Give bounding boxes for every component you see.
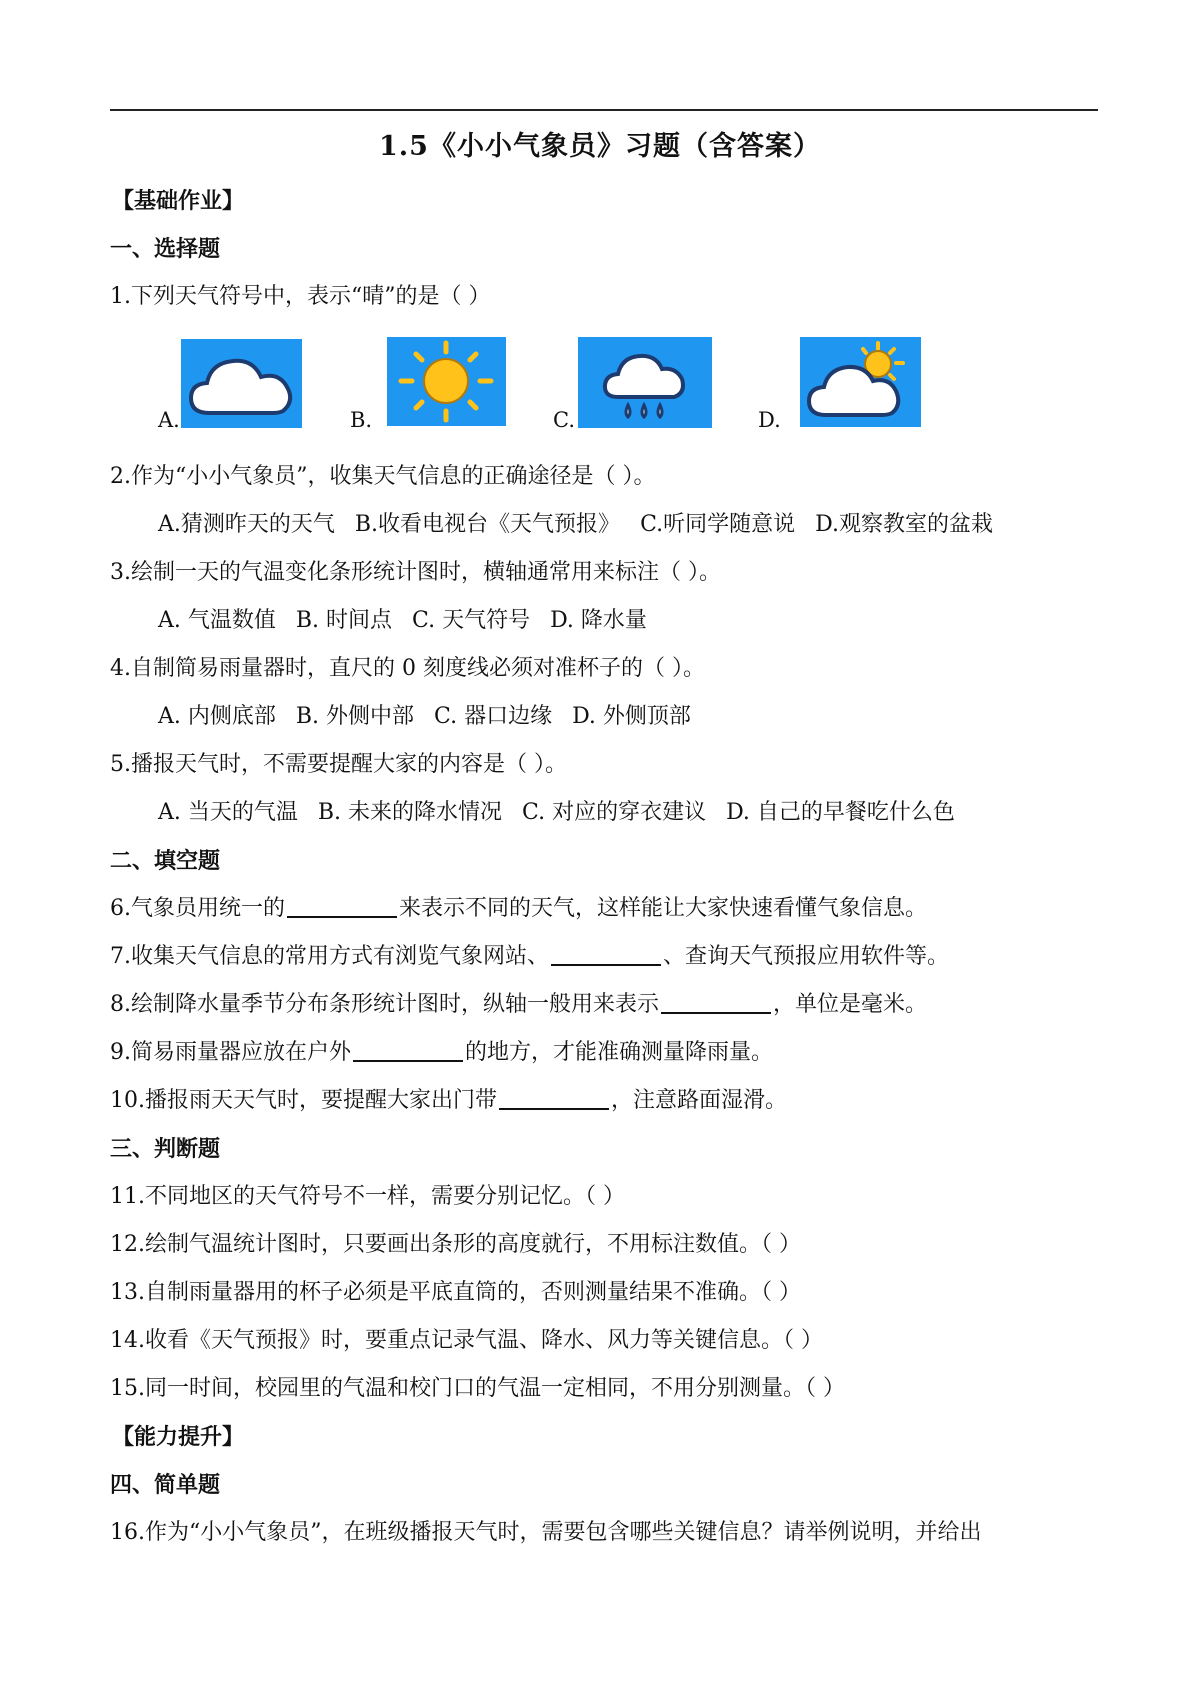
section-short: 四、简单题 [110,1472,221,1498]
q6-blank[interactable] [287,894,397,918]
section-judge: 三、判断题 [110,1136,221,1162]
question-8 [110,990,927,1020]
q9-blank[interactable] [353,1038,463,1062]
question-5-options [158,798,975,828]
question-7 [110,942,949,972]
question-10 [110,1086,787,1116]
q4-option-a: A. 内侧底部 [158,704,276,729]
q2-option-d: D.观察教室的盆栽 [815,512,993,537]
q3-option-a: A. 气温数值 [158,608,276,633]
section-fill: 二、填空题 [110,848,221,874]
question-6 [110,894,927,924]
section-basic: 【基础作业】 [112,188,245,214]
q7-blank[interactable] [551,942,661,966]
section-ability: 【能力提升】 [112,1424,245,1450]
question-1: 1.下列天气符号中，表示“晴”的是（ ） [110,284,491,309]
q10-before: 10.播报雨天天气时，要提醒大家出门带 [110,1088,497,1113]
option-c-label: C. [553,408,575,432]
question-15: 15.同一时间，校园里的气温和校门口的气温一定相同，不用分别测量。（ ） [110,1376,845,1401]
option-b-label: B. [350,408,373,432]
page-title: 1.5《小小气象员》习题（含答案） [379,131,821,162]
q10-blank[interactable] [499,1086,609,1110]
section-choice: 一、选择题 [110,236,221,262]
q4-option-c: C. 器口边缘 [434,704,553,729]
question-11: 11.不同地区的天气符号不一样，需要分别记忆。（ ） [110,1184,625,1209]
question-14: 14.收看《天气预报》时，要重点记录气温、降水、风力等关键信息。（ ） [110,1328,823,1353]
q6-after: 来表示不同的天气，这样能让大家快速看懂气象信息。 [399,896,928,921]
q7-after: 、查询天气预报应用软件等。 [663,944,950,969]
cloud-icon [181,339,302,428]
q9-after: 的地方，才能准确测量降雨量。 [465,1040,774,1065]
q9-before: 9.简易雨量器应放在户外 [110,1040,351,1065]
q3-option-c: C. 天气符号 [412,608,531,633]
q3-option-d: D. 降水量 [550,608,647,633]
q5-option-d: D. 自己的早餐吃什么色 [726,800,955,825]
q2-option-c: C.听同学随意说 [640,512,796,537]
q4-option-b: B. 外侧中部 [295,704,415,729]
q2-option-a: A.猜测昨天的天气 [158,512,335,537]
q4-option-d: D. 外侧顶部 [572,704,691,729]
q3-option-b: B. 时间点 [295,608,393,633]
sun-icon [387,337,506,426]
question-4: 4.自制简易雨量器时，直尺的 0 刻度线必须对准杯子的（ ）。 [110,656,705,681]
question-2: 2.作为“小小气象员”，收集天气信息的正确途径是（ ）。 [110,464,656,489]
q6-before: 6.气象员用统一的 [110,896,285,921]
question-12: 12.绘制气温统计图时，只要画出条形的高度就行，不用标注数值。（ ） [110,1232,801,1257]
q10-after: ，注意路面湿滑。 [611,1088,788,1113]
q5-option-c: C. 对应的穿衣建议 [522,800,707,825]
question-5: 5.播报天气时，不需要提醒大家的内容是（ ）。 [110,752,567,777]
question-13: 13.自制雨量器用的杯子必须是平底直筒的，否则测量结果不准确。（ ） [110,1280,801,1305]
question-3: 3.绘制一天的气温变化条形统计图时，横轴通常用来标注（ ）。 [110,560,721,585]
q8-before: 8.绘制降水量季节分布条形统计图时，纵轴一般用来表示 [110,992,659,1017]
partly-cloudy-icon [800,337,921,427]
q7-before: 7.收集天气信息的常用方式有浏览气象网站、 [110,944,549,969]
option-d-label: D. [758,408,781,432]
question-4-options [158,702,711,732]
rain-icon [578,337,712,428]
question-9 [110,1038,773,1068]
question-3-options [158,606,667,636]
q8-blank[interactable] [661,990,771,1014]
question-16: 16.作为“小小气象员”，在班级播报天气时，需要包含哪些关键信息？请举例说明，并给出 [110,1520,982,1545]
q5-option-b: B. 未来的降水情况 [317,800,503,825]
q5-option-a: A. 当天的气温 [158,800,298,825]
q8-after: ，单位是毫米。 [773,992,928,1017]
q2-option-b: B.收看电视台《天气预报》 [354,512,621,537]
top-divider [110,109,1098,111]
question-2-options [158,510,1013,540]
option-a-label: A. [158,408,180,432]
